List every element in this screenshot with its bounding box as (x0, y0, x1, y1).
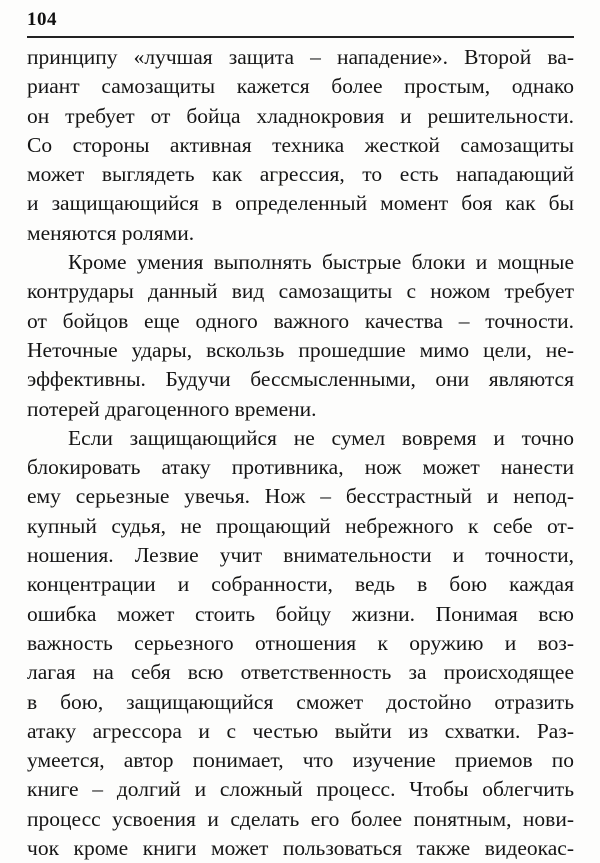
text-line: он требует от бойца хладнокровия и решительности. (27, 103, 574, 128)
text-line: эффективны. Будучи бессмысленными, они являются (27, 367, 574, 392)
text-line: Кроме умения выполнять быстрые блоки и мощные (68, 250, 574, 275)
text-line: и защищающийся в определенный момент боя как бы (27, 191, 574, 216)
text-line: Неточные удары, вскользь прошедшие мимо цели, не- (27, 337, 574, 362)
text-line: купный судья, не прощающий небрежного к себе от- (27, 513, 574, 538)
text-line: риант самозащиты кажется более простым, однако (27, 74, 574, 99)
text-line: может выглядеть как агрессия, то есть нападающий (27, 162, 574, 187)
text-line: чок кроме книги может пользоваться также видеокас- (27, 836, 574, 861)
body-text (27, 43, 574, 863)
text-line: ношения. Лезвие учит внимательности и точности, (27, 543, 574, 568)
text-line: ему серьезные увечья. Нож – бесстрастный и непод- (27, 484, 574, 509)
text-line: контрудары данный вид самозащиты с ножом требует (27, 279, 574, 304)
text-line: от бойцов еще одного важного качества – точности. (27, 308, 574, 333)
text-line: умеется, автор понимает, что изучение приемов по (27, 748, 574, 773)
text-line: процесс усвоения и сделать его более понятным, нови- (27, 806, 574, 831)
text-line: потерей драгоценного времени. (27, 396, 317, 421)
text-line: лагая на себя всю ответственность за происходящее (27, 660, 574, 685)
text-line: атаку агрессора и с честью выйти из схватки. Раз- (27, 718, 574, 743)
text-line: Со стороны активная техника жесткой самозащиты (27, 132, 574, 157)
text-line: книге – долгий и сложный процесс. Чтобы облегчить (27, 777, 574, 802)
text-line: меняются ролями. (27, 220, 195, 245)
text-line: принципу «лучшая защита – нападение». Второй ва- (27, 45, 574, 69)
text-line: ошибка может стоить бойцу жизни. Понимая всю (27, 601, 574, 626)
text-line: Если защищающийся не сумел вовремя и точно (68, 425, 574, 450)
text-line: важность серьезного отношения к оружию и воз- (27, 630, 574, 655)
text-line: в бою, защищающийся сможет достойно отразить (27, 689, 574, 714)
text-line: концентрации и собранности, ведь в бою каждая (27, 572, 574, 597)
page-number: 104 (27, 9, 57, 30)
header-rule (27, 36, 574, 38)
text-line: блокировать атаку противника, нож может нанести (27, 455, 574, 480)
